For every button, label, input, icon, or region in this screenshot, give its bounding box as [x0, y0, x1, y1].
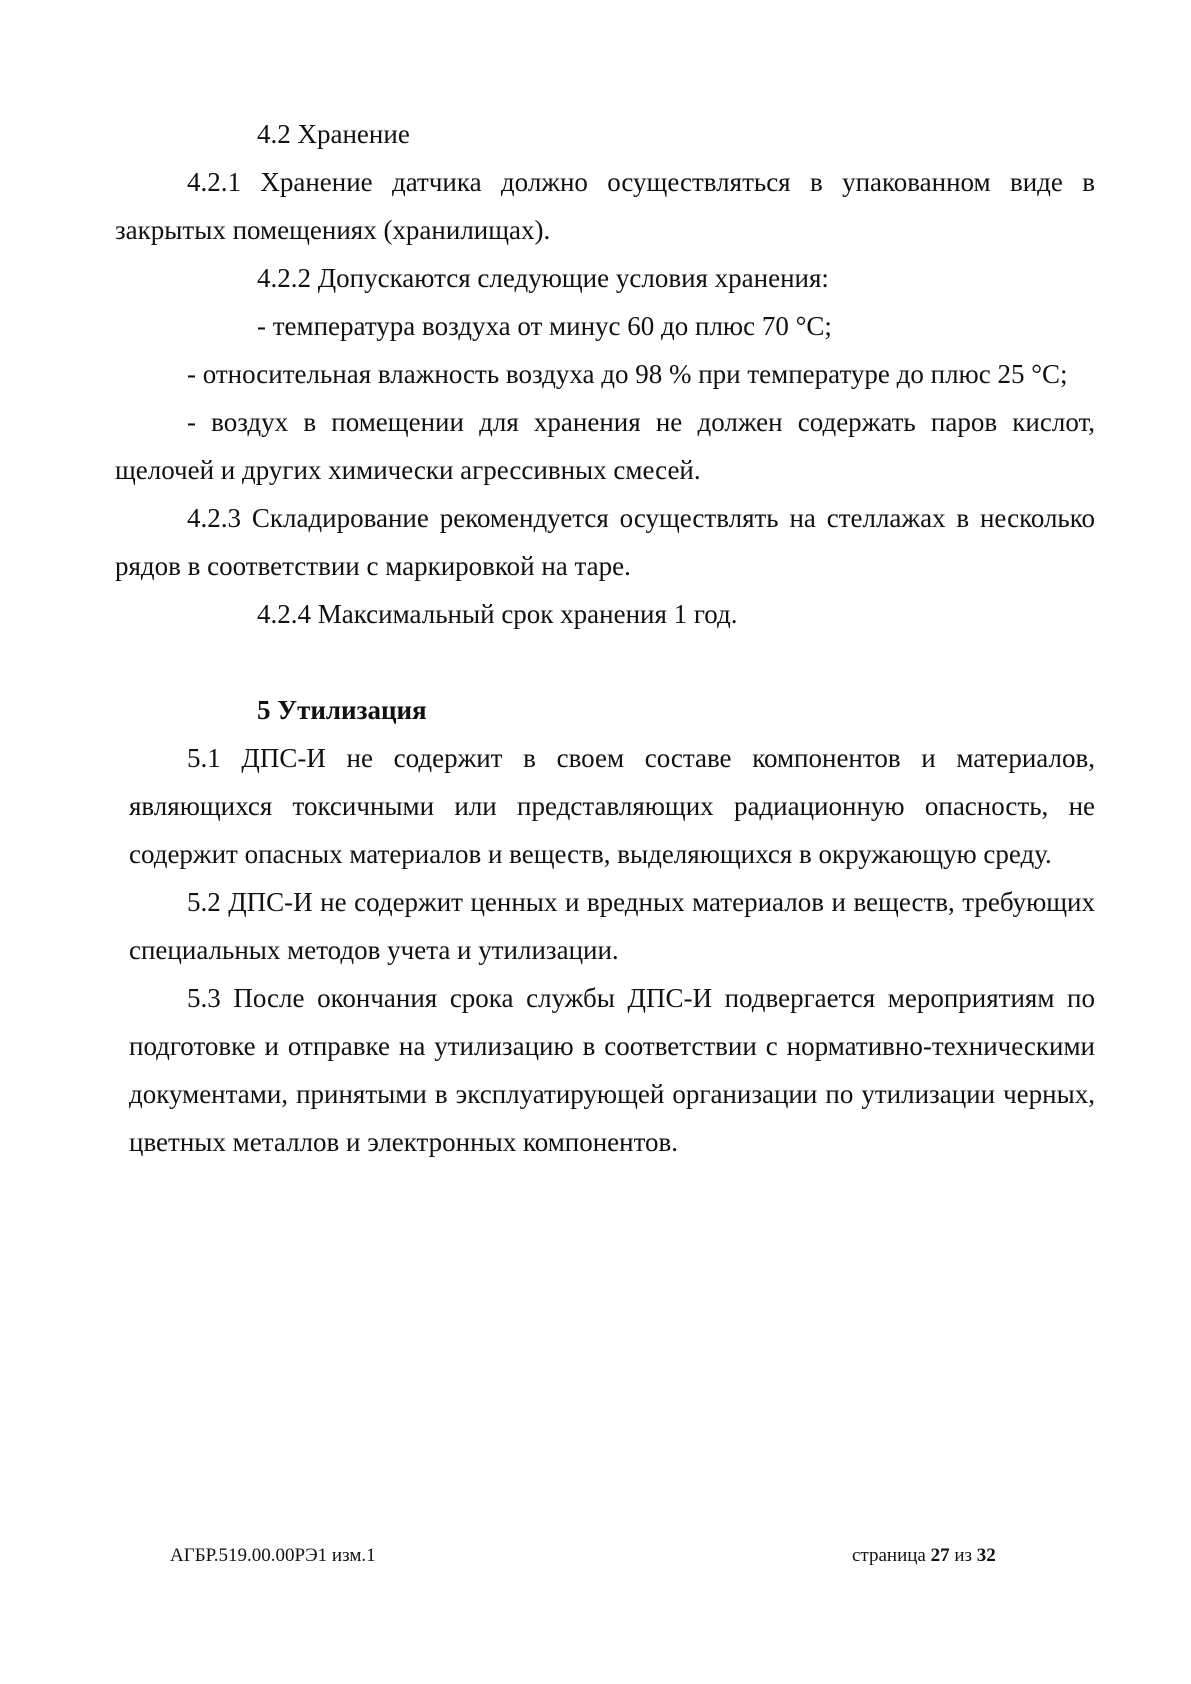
section-spacer — [185, 638, 1095, 686]
footer-page-total: 32 — [976, 1545, 996, 1566]
list-item-air: - воздух в помещении для хранения не должен содержать паров кислот, щелочей и других химически агрессивных смесей. — [115, 407, 1095, 485]
paragraph-5-3: 5.3 После окончания срока службы ДПС-И подвергается мероприятиям по подготовке и отправке на утилизацию в соответствии с нормативно-техническими документами, принятыми в эксплуатирующей организации по утилизации черных, цветных металлов и электронных компонентов. — [129, 983, 1095, 1157]
footer-page-word: страница — [852, 1545, 926, 1566]
document-body — [115, 110, 1095, 1166]
paragraph-4-2-1: 4.2.1 Хранение датчика должно осуществляться в упакованном виде в закрытых помещениях (хранилищах). — [115, 167, 1095, 245]
list-item-humidity: - относительная влажность воздуха до 98 % при температуре до плюс 25 °С; — [187, 359, 1068, 389]
footer-page-current: 27 — [930, 1545, 950, 1566]
paragraph-4-2-2: 4.2.2 Допускаются следующие условия хранения: — [257, 263, 829, 293]
footer-page-of: из — [954, 1545, 973, 1566]
paragraph-5-2: 5.2 ДПС-И не содержит ценных и вредных материалов и веществ, требующих специальных методов учета и утилизации. — [129, 887, 1095, 965]
footer-page-number — [852, 1544, 996, 1568]
subsection-heading-storage: 4.2 Хранение — [257, 119, 410, 149]
section-heading-disposal: 5 Утилизация — [257, 695, 427, 725]
section5-body — [115, 734, 1095, 1166]
paragraph-4-2-4: 4.2.4 Максимальный срок хранения 1 год. — [257, 599, 738, 629]
footer-doc-code: АГБР.519.00.00РЭ1 изм.1 — [170, 1545, 376, 1566]
list-item-temperature: - температура воздуха от минус 60 до плюс 70 °С; — [257, 311, 832, 341]
paragraph-5-1: 5.1 ДПС-И не содержит в своем составе компонентов и материалов, являющихся токсичными или представляющих радиационную опасность, не содержит опасных материалов и веществ, выделяющихся в окружающую среду. — [129, 743, 1095, 869]
paragraph-4-2-3: 4.2.3 Складирование рекомендуется осуществлять на стеллажах в несколько рядов в соответствии с маркировкой на таре. — [115, 503, 1095, 581]
